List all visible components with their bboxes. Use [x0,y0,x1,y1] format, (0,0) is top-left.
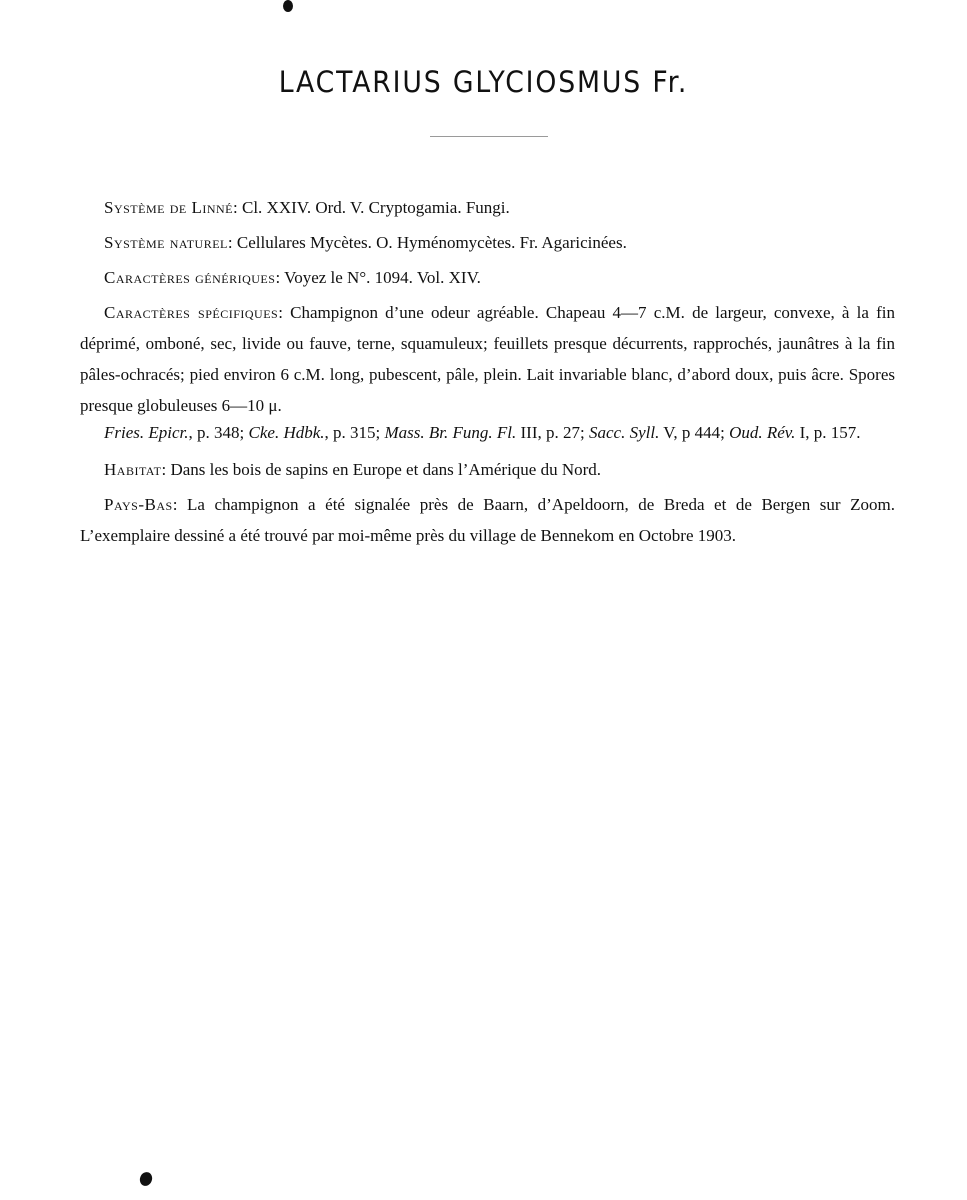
specifiques-text: Champignon d’une odeur agréable. Chapeau 4—7 c.M. de largeur, convexe, à la fin déprimé, omboné, sec, livide ou fauve, terne, squamuleux; feuillets presque décurrents, rapprochés, jaunâtres à la fin pâles-ochracés; pied environ 6 c.M. long, pubescent, pâle, plein. Lait invariable blanc, d’abord doux, puis âcre. Spores presque globuleuses 6—10 μ. [80,303,895,415]
paysbas-label: Pays-Bas [104,495,173,514]
generiques-text: Voyez le N°. 1094. Vol. XIV. [284,268,481,287]
naturel-label: Système naturel [104,233,228,252]
generiques-paragraph: Caractères génériques: Voyez le N°. 1094. Vol. XIV. [104,268,481,287]
habitat-paragraph: Habitat: Dans les bois de sapins en Europe et dans l’Amérique du Nord. [104,460,602,479]
reference-source: Sacc. Syll. [588,423,660,442]
title-rule [430,136,548,137]
description-body [80,192,895,555]
linne-paragraph: Système de Linné: Cl. XXIV. Ord. V. Cryptogamia. Fungi. [104,198,510,217]
reference-page: , p. 315; [324,423,385,442]
reference-source: Cke. Hdbk. [248,423,325,442]
specifiques-label: Caractères spécifiques [104,303,279,322]
paysbas-text: La champignon a été signalée près de Baarn, d’Apeldoorn, de Breda et de Bergen sur Zoom. L’exemplaire dessiné a été trouvé par moi-même près du village de Bennekom en Octobre 1903. [80,495,895,545]
linne-label: Système de Linné [104,198,233,217]
linne-text: Cl. XXIV. Ord. V. Cryptogamia. Fungi. [241,198,510,217]
specifiques-paragraph: Caractères spécifiques: Champignon d’une odeur agréable. Chapeau 4—7 c.M. de largeur, convexe, à la fin déprimé, omboné, sec, livide ou fauve, terne, squamuleux; feuillets presque décurrents, rapprochés, jaunâtres à la fin pâles-ochracés; pied environ 6 c.M. long, pubescent, pâle, plein. Lait invariable blanc, d’abord doux, puis âcre. Spores presque globuleuses 6—10 μ. [80,303,895,415]
paysbas-paragraph: Pays-Bas: La champignon a été signalée près de Baarn, d’Apeldoorn, de Breda et de Bergen sur Zoom. L’exemplaire dessiné a été trouvé par moi-même près du village de Bennekom en Octobre 1903. [80,495,895,545]
ink-speck-top [283,0,293,12]
references-paragraph [80,417,895,448]
habitat-text: Dans les bois de sapins en Europe et dans l’Amérique du Nord. [170,460,602,479]
reference-page: I, p. 157. [795,423,861,442]
generiques-label: Caractères génériques [104,268,276,287]
reference-source: Fries. Epicr. [104,423,189,442]
naturel-text: Cellulares Mycètes. O. Hyménomycètes. Fr. Agaricinées. [236,233,627,252]
reference-page: V, p 444; [659,423,730,442]
naturel-paragraph: Système naturel: Cellulares Mycètes. O. Hyménomycètes. Fr. Agaricinées. [104,233,627,252]
reference-page: , p. 348; [188,423,249,442]
reference-source: Mass. Br. Fung. Fl. [384,423,517,442]
habitat-label: Habitat [104,460,162,479]
reference-source: Oud. Rév. [729,423,796,442]
reference-page: III, p. 27; [516,423,589,442]
ink-speck-bottom [138,1170,154,1187]
page-title: LACTARIUS GLYCIOSMUS Fr. [278,65,689,100]
